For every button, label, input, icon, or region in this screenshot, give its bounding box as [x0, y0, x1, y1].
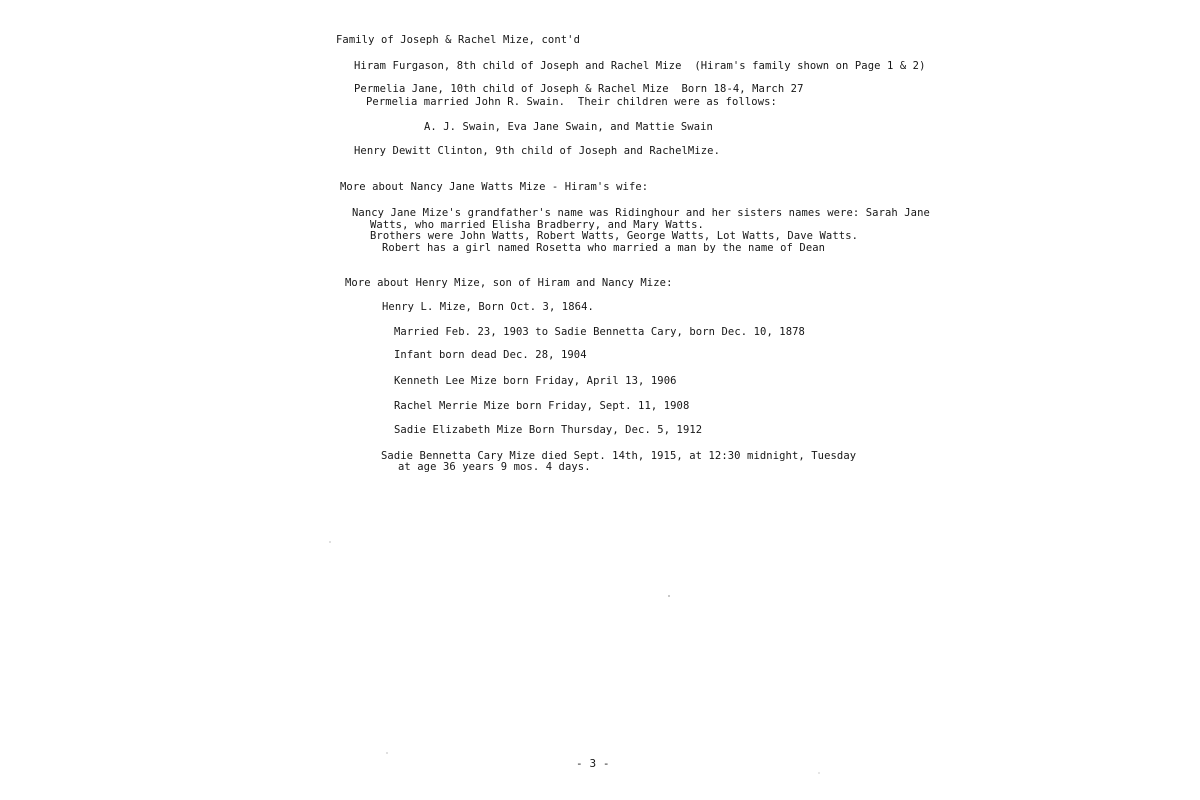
- henry-section-heading: More about Henry Mize, son of Hiram and Nancy Mize:: [345, 277, 673, 289]
- henry-l-entry: Henry L. Mize, Born Oct. 3, 1864.: [382, 301, 594, 313]
- scan-speck: [818, 772, 820, 774]
- nancy-paragraph-line-3: Brothers were John Watts, Robert Watts, George Watts, Lot Watts, Dave Watts.: [370, 230, 859, 242]
- scan-speck: [668, 595, 670, 597]
- nancy-paragraph-line-4: Robert has a girl named Rosetta who married a man by the name of Dean: [382, 242, 826, 254]
- nancy-paragraph-line-2: Watts, who married Elisha Bradberry, and Mary Watts.: [370, 219, 704, 231]
- hiram-entry: Hiram Furgason, 8th child of Joseph and Rachel Mize (Hiram's family shown on Page 1 & 2): [354, 60, 926, 72]
- henry-dewitt-entry: Henry Dewitt Clinton, 9th child of Joseph and RachelMize.: [354, 145, 721, 157]
- scan-speck: [386, 752, 388, 754]
- permelia-entry-line-1: Permelia Jane, 10th child of Joseph & Rachel Mize Born 18-4, March 27: [354, 83, 804, 95]
- kenneth-entry: Kenneth Lee Mize born Friday, April 13, 1906: [394, 375, 677, 387]
- marriage-entry: Married Feb. 23, 1903 to Sadie Bennetta Cary, born Dec. 10, 1878: [394, 326, 805, 338]
- infant-entry: Infant born dead Dec. 28, 1904: [394, 349, 587, 361]
- swain-children: A. J. Swain, Eva Jane Swain, and Mattie Swain: [424, 121, 713, 133]
- sadie-elizabeth-entry: Sadie Elizabeth Mize Born Thursday, Dec. 5, 1912: [394, 424, 703, 436]
- page-heading: Family of Joseph & Rachel Mize, cont'd: [336, 34, 581, 46]
- scan-speck: [329, 541, 331, 543]
- sadie-death-line-1: Sadie Bennetta Cary Mize died Sept. 14th, 1915, at 12:30 midnight, Tuesday: [381, 450, 857, 462]
- rachel-entry: Rachel Merrie Mize born Friday, Sept. 11, 1908: [394, 400, 690, 412]
- nancy-paragraph-line-1: Nancy Jane Mize's grandfather's name was Ridinghour and her sisters names were: Sarah Jane: [352, 207, 930, 219]
- page-number: - 3 -: [576, 757, 610, 770]
- permelia-entry-line-2: Permelia married John R. Swain. Their children were as follows:: [366, 96, 777, 108]
- sadie-death-line-2: at age 36 years 9 mos. 4 days.: [398, 461, 591, 473]
- nancy-section-heading: More about Nancy Jane Watts Mize - Hiram's wife:: [340, 181, 649, 193]
